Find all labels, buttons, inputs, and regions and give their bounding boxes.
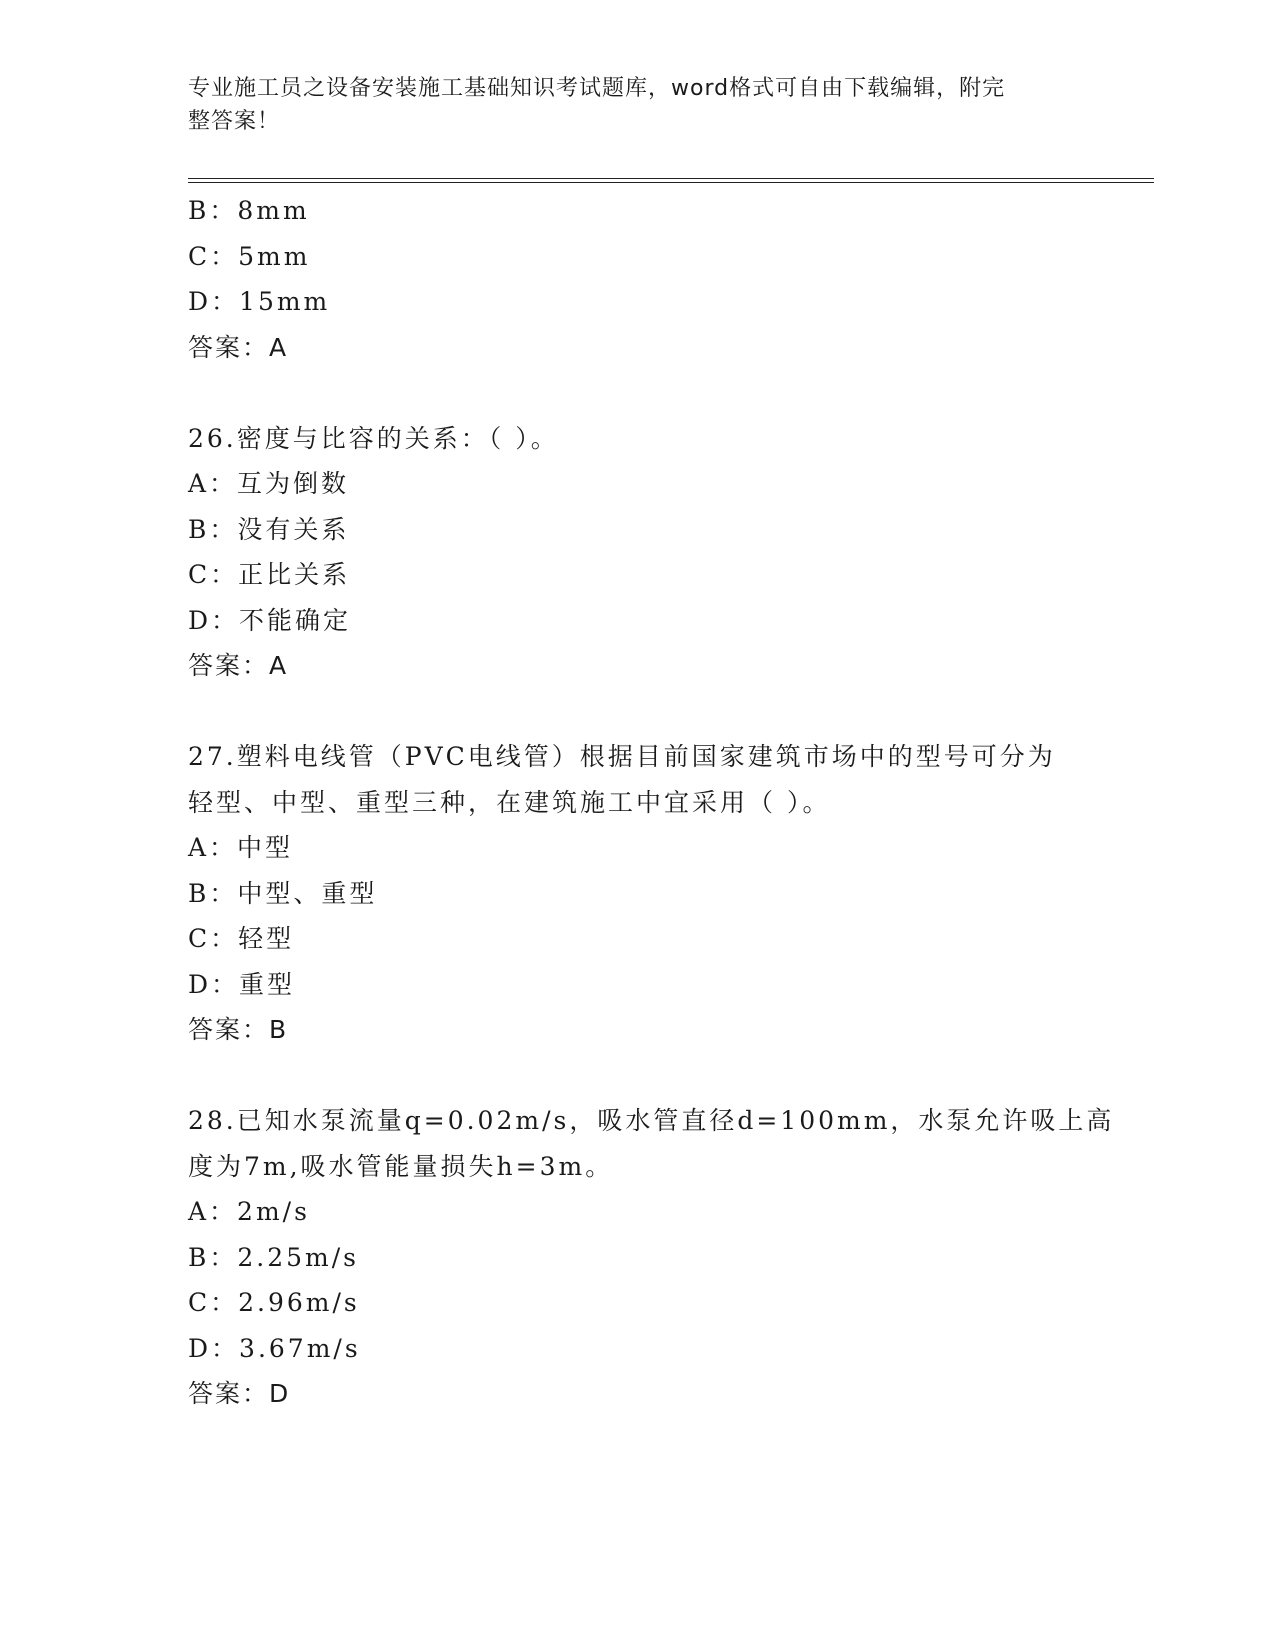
question-text: 26.密度与比容的关系：（ ）。 [188, 423, 559, 453]
option-a: A：2m/s [188, 1197, 310, 1226]
option-b: B：没有关系 [188, 514, 350, 544]
question-text: 28.已知水泵流量q=0.02m/s，吸水管直径d=100mm，水泵允许吸上高 [188, 1106, 1115, 1135]
option-c: C：5mm [188, 241, 311, 271]
header-rule-bottom [188, 182, 1154, 183]
option-a: A：互为倒数 [188, 469, 350, 498]
header-line-1: 专业施工员之设备安装施工基础知识考试题库，word格式可自由下载编辑，附完 [188, 76, 1006, 101]
question-text-cont: 度为7m,吸水管能量损失h=3m。 [188, 1151, 614, 1181]
question-text-cont: 轻型、中型、重型三种，在建筑施工中宜采用（ ）。 [188, 787, 831, 817]
option-d: D：重型 [188, 969, 296, 999]
question-28 [188, 1098, 1115, 1417]
option-b: B：中型、重型 [188, 878, 378, 908]
header-line-2: 整答案！ [188, 109, 281, 134]
spacer [188, 1053, 1088, 1099]
option-a: A：中型 [188, 833, 294, 862]
option-d: D：15mm [188, 287, 331, 316]
page-header [188, 72, 1068, 138]
spacer [188, 689, 1088, 735]
spacer [188, 370, 1088, 416]
option-c: C：轻型 [188, 924, 295, 953]
option-c: C：2.96m/s [188, 1288, 360, 1317]
option-b: B：8mm [188, 196, 310, 225]
question-27 [188, 734, 1088, 1053]
option-b: B：2.25m/s [188, 1242, 359, 1272]
option-d: D：3.67m/s [188, 1333, 361, 1363]
answer-line: 答案：A [188, 332, 289, 362]
answer-line: 答案：A [188, 651, 289, 680]
option-c: C：正比关系 [188, 560, 351, 589]
question-text: 27.塑料电线管（PVC电线管）根据目前国家建筑市场中的型号可分为 [188, 742, 1056, 771]
question-25-continuation [188, 188, 1088, 370]
answer-line: 答案：D [188, 1379, 291, 1408]
question-26 [188, 416, 1088, 689]
option-d: D：不能确定 [188, 605, 352, 635]
document-body [188, 188, 1115, 1417]
header-rule-top [188, 178, 1154, 179]
answer-line: 答案：B [188, 1015, 289, 1044]
